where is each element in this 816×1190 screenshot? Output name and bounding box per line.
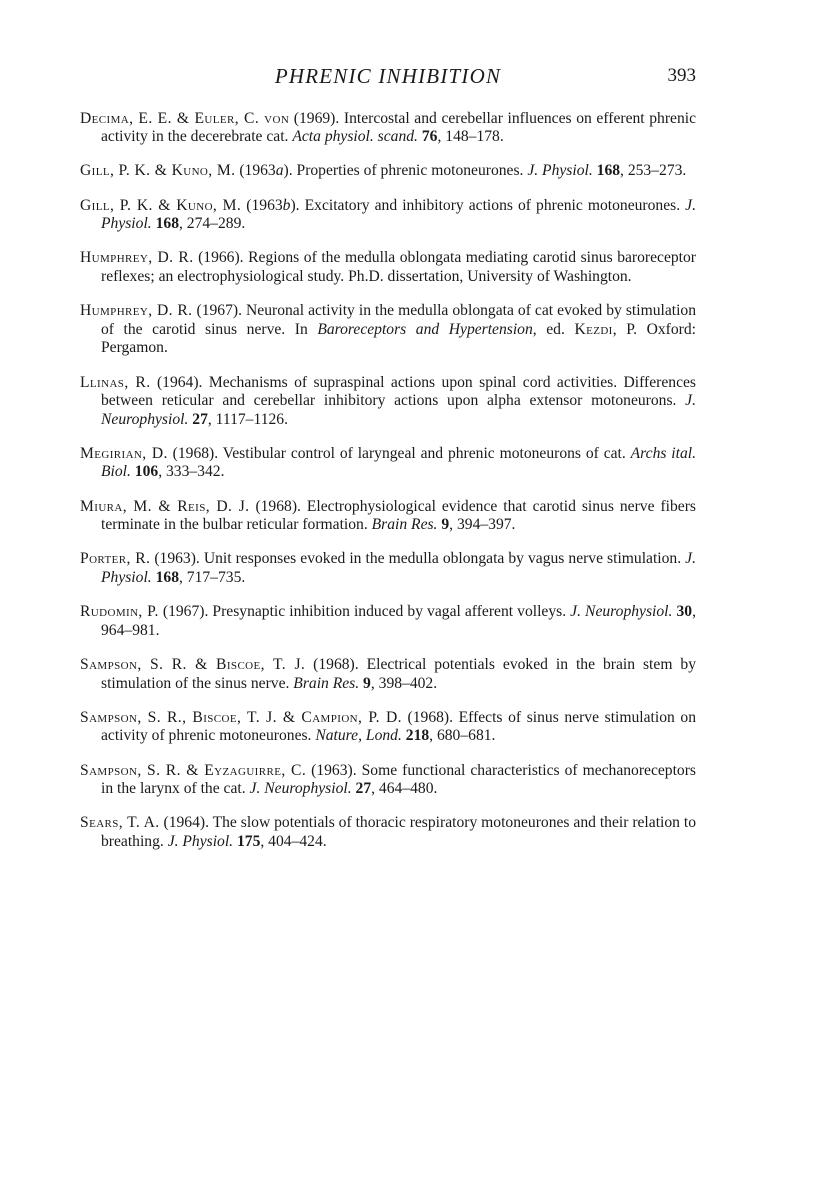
reference-year-suffix: a: [275, 162, 284, 180]
reference-volume: 175: [236, 832, 261, 850]
reference-entry: [80, 762, 696, 799]
reference-pages: , 148–178.: [437, 128, 504, 146]
page-number: 393: [667, 65, 696, 86]
reference-text: , P. Oxford: Pergamon.: [101, 320, 696, 357]
reference-entry: [80, 162, 696, 181]
reference-journal: Acta physiol. scand.: [292, 128, 418, 146]
reference-entry: [80, 656, 696, 693]
reference-volume: 106: [134, 463, 159, 481]
reference-year-suffix: b: [282, 196, 291, 214]
reference-entry: [80, 709, 696, 746]
reference-text: (1964). The slow potentials of thoracic respiratory motoneurones and their relation to breathing.: [101, 814, 696, 850]
reference-text: (1963). Unit responses evoked in the medulla oblongata by vagus nerve stimulation.: [150, 550, 686, 568]
reference-text: (1967). Neuronal activity in the medulla oblongata of cat evoked by stimulation of the carotid sinus nerve. In: [101, 302, 697, 338]
reference-text: (1968). Electrical potentials evoked in the brain stem by stimulation of the sinus nerve.: [101, 656, 696, 692]
reference-list: [80, 110, 696, 852]
reference-pages: , 680–681.: [429, 727, 496, 745]
reference-pages: , 394–397.: [449, 516, 516, 534]
reference-volume: 27: [192, 410, 208, 428]
reference-authors: Humphrey, D. R.: [80, 302, 193, 320]
reference-text: (1968). Effects of sinus nerve stimulation on activity of phrenic motoneurones.: [101, 708, 696, 745]
reference-volume: 76: [421, 128, 438, 146]
reference-authors: Gill, P. K. & Kuno, M.: [80, 196, 242, 214]
reference-journal: J. Neurophysiol.: [570, 603, 673, 621]
reference-pages: , 253–273.: [620, 162, 687, 180]
reference-text: (1963). Some functional characteristics of mechanoreceptors in the larynx of the cat.: [101, 761, 696, 798]
reference-text: , ed.: [532, 320, 575, 338]
reference-entry: [80, 110, 696, 147]
reference-journal: J. Neurophysiol.: [101, 392, 696, 428]
reference-text: (1969). Intercostal and cerebellar influences on efferent phrenic activity in the decerebrate cat.: [101, 109, 696, 146]
reference-authors: Gill, P. K. & Kuno, M.: [80, 162, 236, 180]
reference-text: (1964). Mechanisms of supraspinal actions upon spinal cord activities. Differences between reticular and cerebellar inhibitory actions upon alpha extensor motoneurons.: [101, 373, 696, 410]
reference-entry: [80, 814, 696, 851]
reference-entry: [80, 498, 696, 535]
reference-entry: [80, 445, 696, 482]
reference-journal: Archs ital. Biol.: [101, 444, 696, 481]
reference-entry: [80, 550, 696, 587]
reference-entry: [80, 249, 696, 286]
reference-authors: Miura, M. & Reis, D. J.: [80, 497, 250, 515]
reference-pages: , 717–735.: [178, 569, 246, 587]
reference-editor: Kezdi: [574, 320, 613, 338]
running-title: PHRENIC INHIBITION: [274, 64, 502, 88]
reference-volume: 27: [355, 780, 372, 798]
reference-journal: J. Physiol.: [527, 162, 593, 180]
reference-authors: Sampson, S. R., Biscoe, T. J. & Campion, P. D.: [80, 708, 402, 726]
reference-journal: Brain Res.: [371, 516, 438, 534]
reference-authors: Sampson, S. R. & Eyzaguirre, C.: [80, 761, 307, 779]
reference-text: (1966). Regions of the medulla oblongata mediating carotid sinus baroreceptor reflexes; an electrophysiological study. Ph.D. dissertation, University of Washington.: [101, 249, 696, 285]
running-head: [80, 64, 696, 94]
reference-text: (1968). Vestibular control of laryngeal and phrenic motoneurons of cat.: [167, 444, 631, 462]
reference-entry: [80, 197, 696, 234]
reference-authors: Humphrey, D. R.: [80, 249, 194, 267]
page: [80, 64, 696, 854]
reference-journal: Nature, Lond.: [315, 727, 402, 745]
reference-volume: 30: [676, 603, 693, 621]
reference-volume: 168: [596, 162, 621, 180]
reference-entry: [80, 302, 696, 358]
reference-authors: Sampson, S. R. & Biscoe, T. J.: [80, 656, 306, 673]
reference-volume: 9: [441, 516, 450, 534]
reference-authors: Porter, R.: [80, 550, 151, 568]
reference-text: ). Excitatory and inhibitory actions of phrenic motoneurones.: [290, 196, 686, 214]
reference-journal: J. Physiol.: [101, 550, 696, 587]
reference-volume: 168: [155, 215, 179, 233]
reference-pages: , 398–402.: [370, 674, 438, 692]
reference-journal: Brain Res.: [293, 674, 360, 692]
reference-authors: Sears, T. A.: [80, 814, 160, 832]
reference-volume: 218: [405, 727, 430, 745]
reference-journal: J. Physiol.: [101, 196, 696, 233]
reference-pages: , 464–480.: [371, 780, 438, 798]
reference-authors: Decima, E. E. & Euler, C. von: [80, 109, 290, 127]
reference-pages: , 1117–1126.: [207, 410, 288, 428]
reference-text: (1968). Electrophysiological evidence that carotid sinus nerve fibers terminate in the bulbar reticular formation.: [101, 497, 696, 534]
reference-authors: Llinas, R.: [80, 373, 151, 391]
reference-pages: , 274–289.: [178, 215, 246, 233]
reference-pages: , 333–342.: [158, 463, 225, 481]
reference-authors: Megirian, D.: [80, 444, 168, 462]
reference-journal: J. Physiol.: [167, 832, 234, 850]
reference-journal: J. Neurophysiol.: [249, 780, 352, 798]
reference-text: ). Properties of phrenic motoneurones.: [283, 162, 528, 180]
reference-volume: 168: [155, 569, 179, 587]
reference-text: (1963: [241, 196, 283, 214]
reference-book-title: Baroreceptors and Hypertension: [317, 320, 533, 338]
reference-text: (1967). Presynaptic inhibition induced by vagal afferent volleys.: [158, 603, 571, 621]
reference-pages: , 964–981.: [101, 603, 696, 639]
reference-entry: [80, 374, 696, 430]
reference-authors: Rudomin, P.: [80, 603, 159, 621]
reference-pages: , 404–424.: [260, 832, 327, 850]
reference-entry: [80, 603, 696, 640]
reference-volume: 9: [363, 674, 371, 692]
reference-text: (1963: [235, 162, 276, 180]
